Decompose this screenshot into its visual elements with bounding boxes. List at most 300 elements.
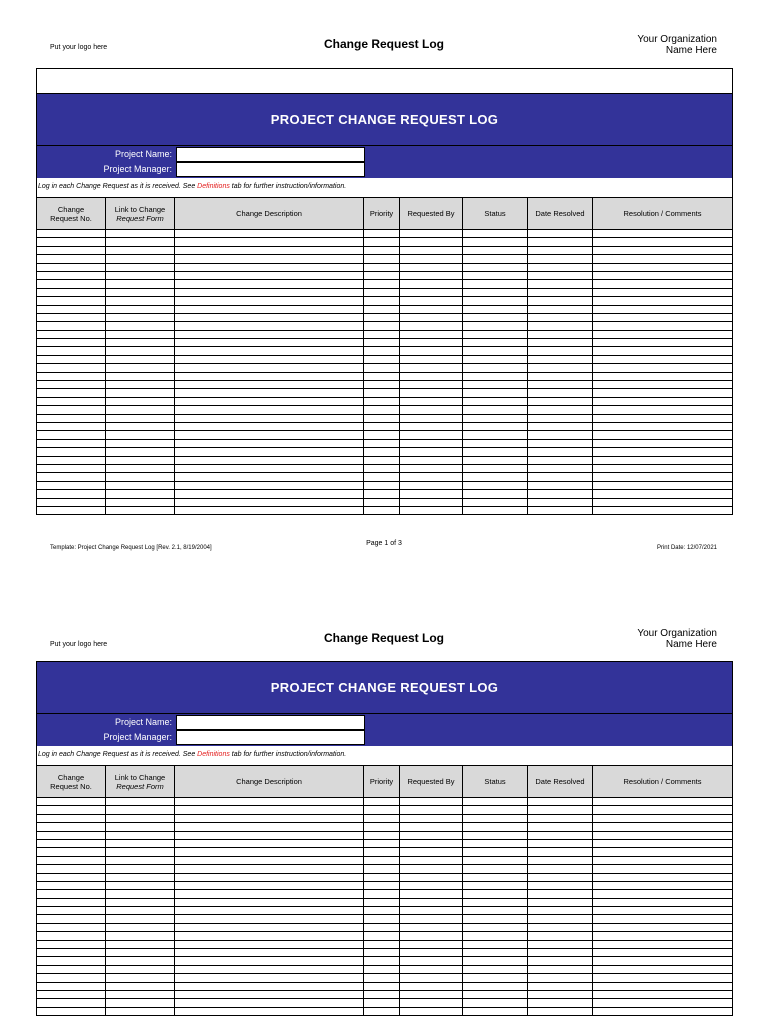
table-cell[interactable] [400,456,463,464]
table-cell[interactable] [175,347,364,355]
table-cell[interactable] [463,915,528,923]
table-cell[interactable] [175,355,364,363]
table-cell[interactable] [463,389,528,397]
table-cell[interactable] [37,255,106,263]
table-cell[interactable] [400,890,463,898]
table-cell[interactable] [364,957,400,965]
table-cell[interactable] [463,498,528,506]
table-cell[interactable] [37,890,106,898]
table-cell[interactable] [463,297,528,305]
table-cell[interactable] [106,856,175,864]
table-cell[interactable] [106,406,175,414]
table-cell[interactable] [37,856,106,864]
table-cell[interactable] [106,982,175,990]
table-cell[interactable] [400,823,463,831]
table-cell[interactable] [175,464,364,472]
table-cell[interactable] [175,456,364,464]
table-cell[interactable] [528,473,593,481]
table-cell[interactable] [106,506,175,514]
table-cell[interactable] [175,890,364,898]
table-cell[interactable] [593,263,733,271]
table-cell[interactable] [593,473,733,481]
table-cell[interactable] [364,456,400,464]
table-cell[interactable] [175,280,364,288]
table-cell[interactable] [528,1007,593,1015]
table-cell[interactable] [400,1007,463,1015]
project-name-field[interactable] [176,715,365,730]
table-cell[interactable] [463,831,528,839]
table-cell[interactable] [175,974,364,982]
table-cell[interactable] [528,347,593,355]
table-cell[interactable] [593,456,733,464]
table-cell[interactable] [528,498,593,506]
table-cell[interactable] [528,881,593,889]
table-cell[interactable] [528,230,593,238]
table-cell[interactable] [528,397,593,405]
table-cell[interactable] [400,381,463,389]
table-cell[interactable] [528,890,593,898]
table-cell[interactable] [106,322,175,330]
table-cell[interactable] [463,238,528,246]
table-cell[interactable] [400,907,463,915]
table-cell[interactable] [106,230,175,238]
table-cell[interactable] [106,414,175,422]
table-cell[interactable] [400,339,463,347]
table-cell[interactable] [528,431,593,439]
table-cell[interactable] [463,397,528,405]
table-cell[interactable] [528,238,593,246]
table-cell[interactable] [364,999,400,1007]
table-cell[interactable] [106,907,175,915]
table-cell[interactable] [400,848,463,856]
table-cell[interactable] [106,422,175,430]
table-cell[interactable] [593,397,733,405]
table-cell[interactable] [463,957,528,965]
table-cell[interactable] [364,932,400,940]
table-cell[interactable] [175,431,364,439]
table-cell[interactable] [593,246,733,254]
table-cell[interactable] [37,873,106,881]
table-cell[interactable] [400,364,463,372]
table-cell[interactable] [528,957,593,965]
table-cell[interactable] [593,381,733,389]
table-cell[interactable] [106,255,175,263]
table-cell[interactable] [593,856,733,864]
table-cell[interactable] [463,990,528,998]
table-cell[interactable] [37,957,106,965]
table-cell[interactable] [400,990,463,998]
table-cell[interactable] [593,915,733,923]
table-cell[interactable] [364,923,400,931]
table-cell[interactable] [528,923,593,931]
table-cell[interactable] [528,271,593,279]
table-cell[interactable] [364,330,400,338]
table-cell[interactable] [364,990,400,998]
table-cell[interactable] [593,999,733,1007]
table-cell[interactable] [400,965,463,973]
table-cell[interactable] [528,305,593,313]
table-cell[interactable] [106,881,175,889]
table-cell[interactable] [593,965,733,973]
table-cell[interactable] [593,288,733,296]
top-blank-cell[interactable] [36,68,733,93]
table-cell[interactable] [528,806,593,814]
table-cell[interactable] [400,372,463,380]
table-cell[interactable] [37,288,106,296]
table-cell[interactable] [106,999,175,1007]
table-cell[interactable] [593,907,733,915]
table-cell[interactable] [175,364,364,372]
table-cell[interactable] [400,246,463,254]
table-cell[interactable] [37,422,106,430]
table-cell[interactable] [528,898,593,906]
table-cell[interactable] [37,982,106,990]
table-cell[interactable] [37,381,106,389]
table-cell[interactable] [175,263,364,271]
table-cell[interactable] [106,890,175,898]
table-cell[interactable] [593,974,733,982]
table-cell[interactable] [593,238,733,246]
table-cell[interactable] [528,940,593,948]
table-cell[interactable] [528,982,593,990]
table-cell[interactable] [175,238,364,246]
table-cell[interactable] [528,965,593,973]
table-cell[interactable] [400,881,463,889]
table-cell[interactable] [463,923,528,931]
table-cell[interactable] [528,389,593,397]
table-cell[interactable] [528,932,593,940]
table-cell[interactable] [528,481,593,489]
table-cell[interactable] [528,364,593,372]
table-cell[interactable] [37,280,106,288]
table-cell[interactable] [37,230,106,238]
table-cell[interactable] [528,873,593,881]
table-cell[interactable] [106,288,175,296]
table-cell[interactable] [106,313,175,321]
table-cell[interactable] [37,238,106,246]
table-cell[interactable] [463,230,528,238]
table-cell[interactable] [106,372,175,380]
table-cell[interactable] [463,798,528,806]
table-cell[interactable] [528,372,593,380]
table-cell[interactable] [175,940,364,948]
table-cell[interactable] [106,957,175,965]
table-cell[interactable] [364,949,400,957]
table-cell[interactable] [400,473,463,481]
table-cell[interactable] [400,839,463,847]
definitions-link[interactable]: Definitions [197,751,230,758]
table-cell[interactable] [400,255,463,263]
table-cell[interactable] [528,322,593,330]
table-cell[interactable] [37,389,106,397]
table-cell[interactable] [400,330,463,338]
table-cell[interactable] [463,406,528,414]
table-cell[interactable] [463,422,528,430]
table-cell[interactable] [175,873,364,881]
table-cell[interactable] [400,974,463,982]
table-cell[interactable] [463,305,528,313]
table-cell[interactable] [37,806,106,814]
table-cell[interactable] [400,414,463,422]
table-cell[interactable] [175,271,364,279]
table-cell[interactable] [593,305,733,313]
table-cell[interactable] [463,280,528,288]
table-cell[interactable] [593,839,733,847]
table-cell[interactable] [364,280,400,288]
table-cell[interactable] [364,898,400,906]
table-cell[interactable] [106,347,175,355]
table-cell[interactable] [37,990,106,998]
table-cell[interactable] [37,313,106,321]
table-cell[interactable] [593,406,733,414]
table-cell[interactable] [364,907,400,915]
table-cell[interactable] [37,322,106,330]
table-cell[interactable] [528,414,593,422]
project-manager-field[interactable] [176,730,365,745]
table-cell[interactable] [593,982,733,990]
table-cell[interactable] [175,831,364,839]
table-cell[interactable] [175,381,364,389]
table-cell[interactable] [400,915,463,923]
table-cell[interactable] [37,305,106,313]
table-cell[interactable] [528,915,593,923]
table-cell[interactable] [593,1007,733,1015]
table-cell[interactable] [463,339,528,347]
table-cell[interactable] [37,898,106,906]
table-cell[interactable] [593,823,733,831]
table-cell[interactable] [364,974,400,982]
table-cell[interactable] [364,355,400,363]
table-cell[interactable] [528,456,593,464]
table-cell[interactable] [593,798,733,806]
table-cell[interactable] [463,823,528,831]
table-cell[interactable] [175,448,364,456]
table-cell[interactable] [593,347,733,355]
table-cell[interactable] [528,339,593,347]
table-cell[interactable] [175,798,364,806]
table-cell[interactable] [593,322,733,330]
table-cell[interactable] [106,263,175,271]
table-cell[interactable] [463,940,528,948]
table-cell[interactable] [364,940,400,948]
table-cell[interactable] [106,965,175,973]
table-cell[interactable] [593,389,733,397]
table-cell[interactable] [400,498,463,506]
table-cell[interactable] [400,506,463,514]
table-cell[interactable] [400,814,463,822]
table-cell[interactable] [37,798,106,806]
table-cell[interactable] [106,873,175,881]
table-cell[interactable] [593,990,733,998]
table-cell[interactable] [364,263,400,271]
table-cell[interactable] [37,406,106,414]
table-cell[interactable] [364,397,400,405]
table-cell[interactable] [106,439,175,447]
table-cell[interactable] [364,246,400,254]
table-cell[interactable] [175,439,364,447]
table-cell[interactable] [364,414,400,422]
table-cell[interactable] [593,498,733,506]
table-cell[interactable] [400,481,463,489]
table-cell[interactable] [175,406,364,414]
table-cell[interactable] [593,873,733,881]
table-cell[interactable] [37,456,106,464]
table-cell[interactable] [528,355,593,363]
table-cell[interactable] [175,288,364,296]
table-cell[interactable] [463,322,528,330]
table-cell[interactable] [106,898,175,906]
table-cell[interactable] [593,280,733,288]
table-cell[interactable] [364,823,400,831]
table-cell[interactable] [400,831,463,839]
table-cell[interactable] [175,839,364,847]
table-cell[interactable] [463,473,528,481]
table-cell[interactable] [175,881,364,889]
table-cell[interactable] [463,372,528,380]
table-cell[interactable] [37,339,106,347]
table-cell[interactable] [400,448,463,456]
table-cell[interactable] [364,848,400,856]
table-cell[interactable] [37,330,106,338]
table-cell[interactable] [106,464,175,472]
table-cell[interactable] [528,297,593,305]
table-cell[interactable] [400,263,463,271]
table-cell[interactable] [106,481,175,489]
table-cell[interactable] [400,297,463,305]
table-cell[interactable] [400,923,463,931]
table-cell[interactable] [400,271,463,279]
table-cell[interactable] [106,940,175,948]
table-cell[interactable] [364,255,400,263]
table-cell[interactable] [400,230,463,238]
table-cell[interactable] [400,940,463,948]
table-cell[interactable] [106,490,175,498]
table-cell[interactable] [175,255,364,263]
table-cell[interactable] [106,330,175,338]
table-cell[interactable] [528,422,593,430]
table-cell[interactable] [463,932,528,940]
table-cell[interactable] [106,498,175,506]
table-cell[interactable] [106,806,175,814]
table-cell[interactable] [463,439,528,447]
table-cell[interactable] [175,322,364,330]
table-cell[interactable] [364,1007,400,1015]
table-cell[interactable] [37,965,106,973]
table-cell[interactable] [593,313,733,321]
table-cell[interactable] [37,923,106,931]
table-cell[interactable] [175,949,364,957]
table-cell[interactable] [463,890,528,898]
table-cell[interactable] [593,330,733,338]
table-cell[interactable] [106,448,175,456]
table-cell[interactable] [364,381,400,389]
table-cell[interactable] [593,439,733,447]
table-cell[interactable] [400,798,463,806]
table-cell[interactable] [37,1007,106,1015]
table-cell[interactable] [400,999,463,1007]
table-cell[interactable] [37,347,106,355]
table-cell[interactable] [364,856,400,864]
table-cell[interactable] [400,431,463,439]
table-cell[interactable] [106,397,175,405]
table-cell[interactable] [463,965,528,973]
table-cell[interactable] [37,814,106,822]
table-cell[interactable] [106,915,175,923]
table-cell[interactable] [37,490,106,498]
table-cell[interactable] [463,982,528,990]
table-cell[interactable] [37,364,106,372]
table-cell[interactable] [400,957,463,965]
table-cell[interactable] [175,965,364,973]
table-cell[interactable] [364,271,400,279]
table-cell[interactable] [528,848,593,856]
table-cell[interactable] [106,848,175,856]
table-cell[interactable] [364,347,400,355]
table-cell[interactable] [400,490,463,498]
table-cell[interactable] [37,823,106,831]
table-cell[interactable] [528,856,593,864]
table-cell[interactable] [593,355,733,363]
table-cell[interactable] [593,464,733,472]
table-cell[interactable] [593,490,733,498]
table-cell[interactable] [528,798,593,806]
table-cell[interactable] [364,798,400,806]
table-cell[interactable] [593,414,733,422]
table-cell[interactable] [37,246,106,254]
table-cell[interactable] [364,238,400,246]
table-cell[interactable] [400,873,463,881]
table-cell[interactable] [463,464,528,472]
table-cell[interactable] [463,364,528,372]
table-cell[interactable] [400,898,463,906]
table-cell[interactable] [593,831,733,839]
table-cell[interactable] [528,839,593,847]
table-cell[interactable] [175,923,364,931]
table-cell[interactable] [364,873,400,881]
table-cell[interactable] [400,464,463,472]
table-cell[interactable] [364,305,400,313]
table-cell[interactable] [528,313,593,321]
table-cell[interactable] [364,498,400,506]
table-cell[interactable] [175,982,364,990]
table-cell[interactable] [593,957,733,965]
table-cell[interactable] [175,1007,364,1015]
table-cell[interactable] [463,974,528,982]
table-cell[interactable] [37,397,106,405]
table-cell[interactable] [106,990,175,998]
table-cell[interactable] [37,473,106,481]
table-cell[interactable] [593,806,733,814]
table-cell[interactable] [106,949,175,957]
table-cell[interactable] [106,974,175,982]
table-cell[interactable] [463,246,528,254]
table-cell[interactable] [37,839,106,847]
table-cell[interactable] [593,431,733,439]
table-cell[interactable] [400,406,463,414]
table-cell[interactable] [175,246,364,254]
table-cell[interactable] [106,339,175,347]
table-cell[interactable] [400,322,463,330]
table-cell[interactable] [37,481,106,489]
table-cell[interactable] [593,881,733,889]
table-cell[interactable] [106,473,175,481]
table-cell[interactable] [364,230,400,238]
table-cell[interactable] [400,313,463,321]
table-cell[interactable] [528,246,593,254]
table-cell[interactable] [364,431,400,439]
table-cell[interactable] [364,364,400,372]
table-cell[interactable] [528,464,593,472]
